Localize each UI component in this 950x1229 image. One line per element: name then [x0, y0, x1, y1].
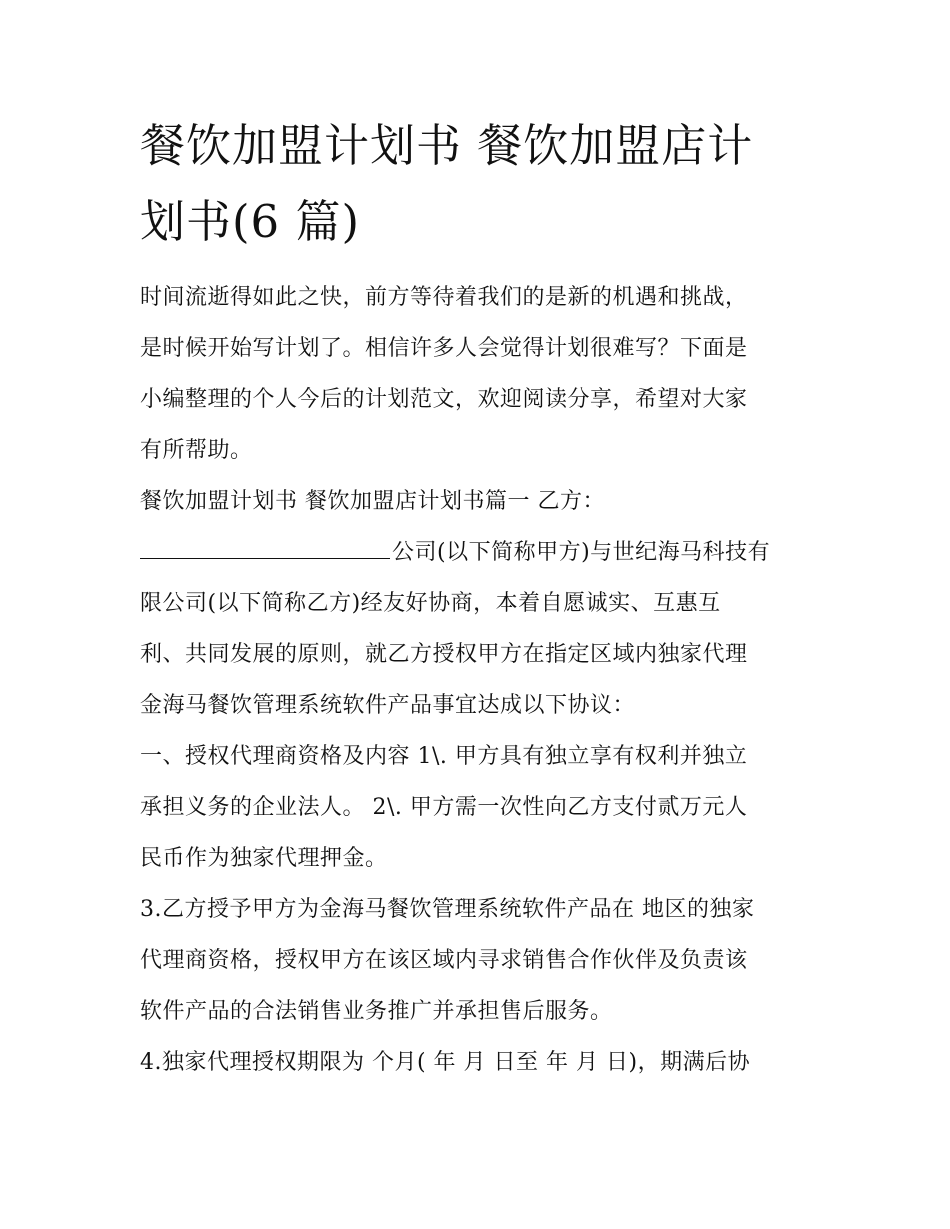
text-line: 利、共同发展的原则，就乙方授权甲方在指定区域内独家代理 — [140, 642, 748, 667]
intro-paragraph — [140, 272, 820, 476]
section-heading-paragraph — [140, 476, 820, 527]
text-line: 金海马餐饮管理系统软件产品事宜达成以下协议： — [140, 693, 636, 718]
text-line: 有所帮助。 — [140, 438, 253, 463]
text-line: 3.乙方授予甲方为金海马餐饮管理系统软件产品在 地区的独家 — [140, 897, 755, 922]
fill-in-blank — [140, 532, 390, 559]
document-title — [140, 108, 820, 260]
clause-4-paragraph — [140, 1037, 820, 1088]
blank-fill-line — [140, 527, 820, 578]
title-line-2: 划书(6 篇) — [140, 195, 361, 248]
agreement-paragraph — [140, 527, 820, 731]
clause-1-paragraph — [140, 731, 820, 884]
text-line: 代理商资格，授权甲方在该区域内寻求销售合作伙伴及负责该 — [140, 948, 748, 973]
text-line: 一、授权代理商资格及内容 1\. 甲方具有独立享有权利并独立 — [140, 744, 748, 769]
text-line: 软件产品的合法销售业务推广并承担售后服务。 — [140, 999, 613, 1024]
text-after-blank: 公司(以下简称甲方)与世纪海马科技有 — [392, 540, 771, 565]
text-line: 承担义务的企业法人。 2\. 甲方需一次性向乙方支付贰万元人 — [140, 795, 748, 820]
document-page — [140, 108, 820, 1088]
text-line: 4.独家代理授权期限为 个月( 年 月 日至 年 月 日)，期满后协 — [140, 1050, 751, 1075]
text-line: 小编整理的个人今后的计划范文，欢迎阅读分享，希望对大家 — [140, 387, 748, 412]
clause-3-paragraph — [140, 884, 820, 1037]
title-line-1: 餐饮加盟计划书 餐饮加盟店计 — [140, 119, 754, 172]
text-line: 餐饮加盟计划书 餐饮加盟店计划书篇一 乙方： — [140, 489, 605, 514]
text-line: 是时候开始写计划了。相信许多人会觉得计划很难写？下面是 — [140, 336, 748, 361]
text-line: 限公司(以下简称乙方)经友好协商，本着自愿诚实、互惠互 — [140, 591, 721, 616]
text-line: 民币作为独家代理押金。 — [140, 846, 388, 871]
text-line: 时间流逝得如此之快，前方等待着我们的是新的机遇和挑战， — [140, 285, 748, 310]
